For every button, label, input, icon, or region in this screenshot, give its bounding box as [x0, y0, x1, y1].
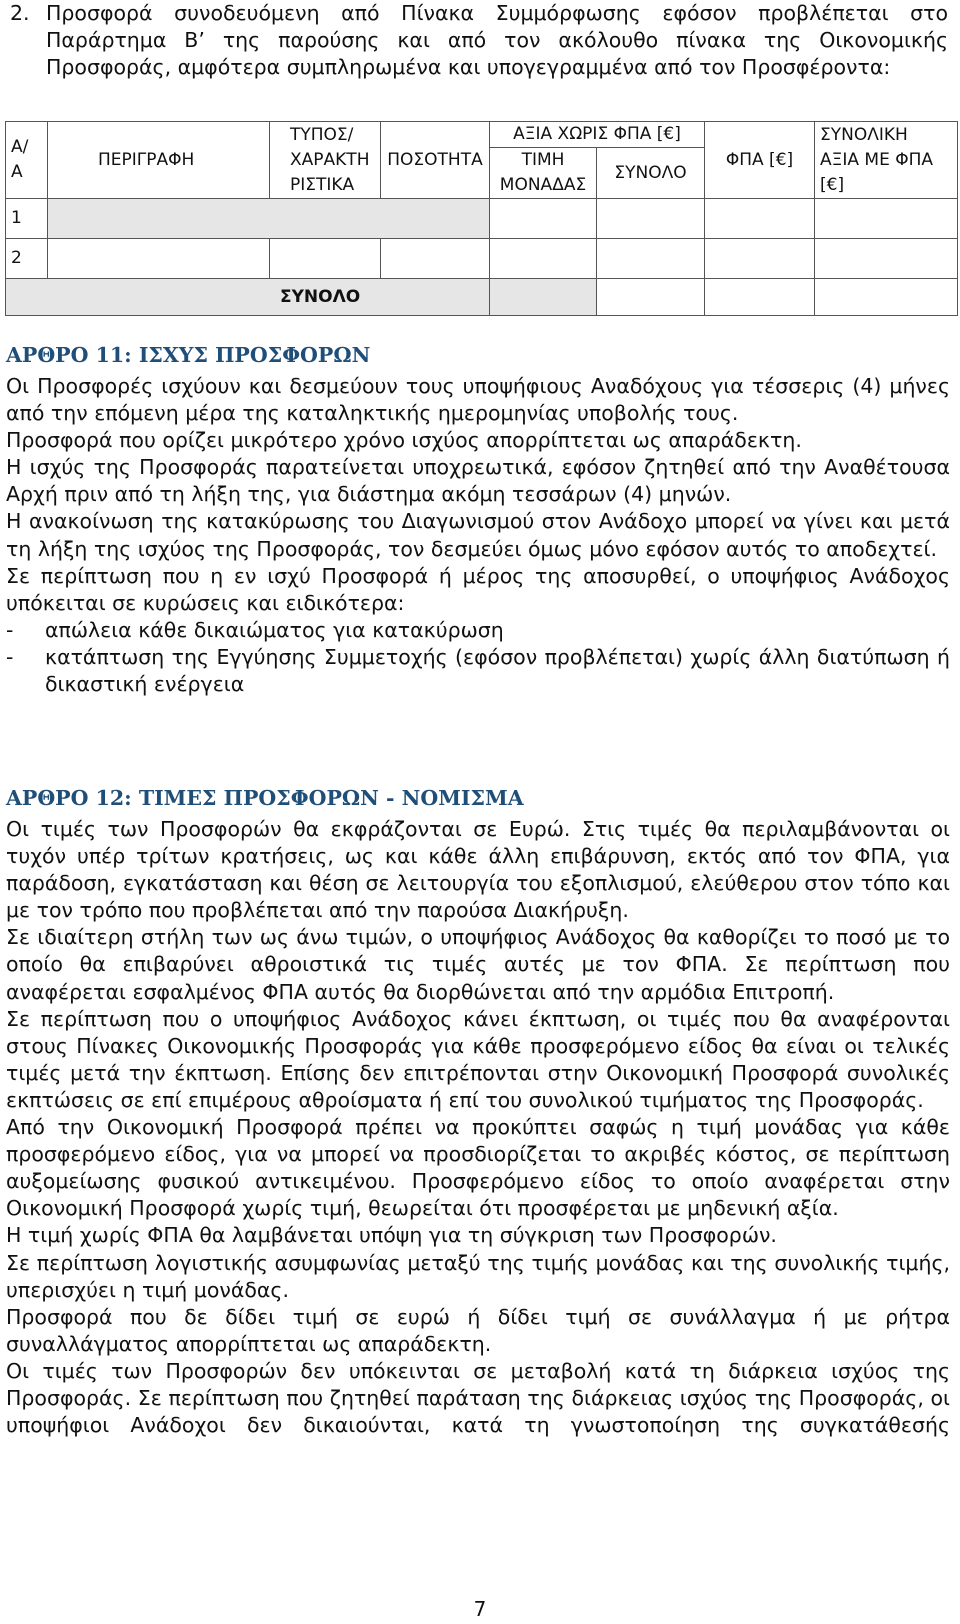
article-heading: ΑΡΘΡΟ 11: ΙΣΧΥΣ ΠΡΟΣΦΟΡΩΝ [6, 343, 371, 367]
cell [597, 239, 705, 279]
cell [48, 239, 270, 279]
paragraph: Προσφορά που δε δίδει τιμή σε ευρώ ή δίδει τιμή σε συνάλλαγμα ή με ρήτρα συναλλάγματος απορρίπτεται ως απαράδεκτη. [6, 1304, 950, 1356]
page-number: 7 [473, 1597, 487, 1621]
paragraph: Η τιμή χωρίς ΦΠΑ θα λαμβάνεται υπόψη για τη σύγκριση των Προσφορών. [6, 1223, 777, 1248]
paragraph: Οι τιμές των Προσφορών θα εκφράζονται σε Ευρώ. Στις τιμές θα περιλαμβάνονται οι τυχόν υπέρ τρίτων κρατήσεις, ως και κάθε άλλη επιβάρυνση, εκτός από τον ΦΠΑ, για παράδοση, εγκατάσταση και θέση σε λειτουργία του εξοπλισμού, ελεύθερου στον τόπο και με τον τρόπο που προβλέπεται από την παρούσα Διακήρυξη. [6, 817, 950, 923]
financial-offer-table [5, 121, 958, 316]
cell [490, 199, 597, 239]
paragraph: Οι τιμές των Προσφορών δεν υπόκεινται σε μεταβολή κατά τη διάρκεια ισχύος της Προσφοράς. Σε περίπτωση που ζητηθεί παράταση της διάρκειας ισχύος της Προσφοράς, οι υποψήφιοι Ανάδοχοι δεν δικαιούνται, κατά τη γνωστοποίηση της συγκατάθεσής [6, 1358, 950, 1438]
header-type: ΤΥΠΟΣ/ ΧΑΡΑΚΤΗ ΡΙΣΤΙΚΑ [270, 122, 381, 199]
cell [815, 199, 958, 239]
gray-cell [48, 199, 490, 239]
bullet-dash: - [6, 617, 14, 642]
header-unit-price: ΤΙΜΗ ΜΟΝΑΔΑΣ [490, 148, 597, 199]
paragraph: Από την Οικονομική Προσφορά πρέπει να προκύπτει σαφώς η τιμή μονάδας για κάθε προσφερόμενο είδος, για να μπορεί να προσδιορίζεται το ακριβές κόστος, σε περίπτωση αυξομείωσης φυσικού αντικειμένου. Προσφερόμενο είδος το οποίο αναφέρεται στην Οικονομική Προσφορά χωρίς τιμή, θεωρείται ότι προσφέρεται με μηδενική αξία. [6, 1115, 950, 1221]
cell [490, 239, 597, 279]
paragraph: Η ισχύς της Προσφοράς παρατείνεται υποχρεωτικά, εφόσον ζητηθεί από την Αναθέτουσα Αρχή πριν από τη λήξη της, για διάστημα ακόμη τεσσάρων (4) μηνών. [6, 455, 950, 507]
cell [705, 199, 815, 239]
bullet-dash: - [6, 644, 14, 669]
header-description: ΠΕΡΙΓΡΑΦΗ [48, 122, 270, 199]
header-quantity: ΠΟΣΟΤΗΤΑ [381, 122, 490, 199]
header-total: ΣΥΝΟΛΟ [597, 148, 705, 199]
paragraph: Η ανακοίνωση της κατακύρωσης του Διαγωνισμού στον Ανάδοχο μπορεί να γίνει και μετά τη λήξη της ισχύος της Προσφοράς, τον δεσμεύει όμως μόνο εφόσον αυτός το αποδεχτεί. [6, 509, 950, 561]
table-sum-row [6, 279, 958, 316]
sum-label: ΣΥΝΟΛΟ [6, 279, 490, 316]
cell [705, 279, 815, 316]
paragraph: Οι Προσφορές ισχύουν και δεσμεύουν τους υποψήφιους Αναδόχους για τέσσερις (4) μήνες από την επόμενη μέρα της καταληκτικής ημερομηνίας υποβολής τους. [6, 374, 950, 426]
table-row [6, 199, 958, 239]
bullet-text: κατάπτωση της Εγγύησης Συμμετοχής (εφόσον προβλέπεται) χωρίς άλλη διατύπωση ή δικαστική ενέργεια [45, 644, 950, 697]
cell [815, 239, 958, 279]
bullet-item [6, 644, 950, 698]
gray-cell [490, 279, 597, 316]
row-number: 2 [6, 239, 48, 279]
header-total-with-vat: ΣΥΝΟΛΙΚΗ ΑΞΙΑ ΜΕ ΦΠΑ [€] [815, 122, 958, 199]
article-heading: ΑΡΘΡΟ 12: ΤΙΜΕΣ ΠΡΟΣΦΟΡΩΝ - ΝΟΜΙΣΜΑ [6, 786, 524, 810]
cell [597, 199, 705, 239]
cell [705, 239, 815, 279]
table-row [6, 239, 958, 279]
header-vat: ΦΠΑ [€] [705, 122, 815, 199]
cell [381, 239, 490, 279]
list-number: 2. [10, 1, 30, 25]
article-12 [6, 784, 950, 1439]
paragraph: Σε περίπτωση που ο υποψήφιος Ανάδοχος κάνει έκπτωση, οι τιμές που θα αναφέρονται στους Πίνακες Οικονομικής Προσφοράς για κάθε προσφερόμενο είδος θα είναι οι τελικές τιμές μετά την έκπτωση. Επίσης δεν επιτρέπονται στην Οικονομική Προσφορά συνολικές εκπτώσεις σε επί επιμέρους αθροίσματα ή επί του συνολικού τιμήματος της Προσφοράς. [6, 1006, 950, 1112]
paragraph: Σε περίπτωση λογιστικής ασυμφωνίας μεταξύ της τιμής μονάδας και της συνολικής τιμής, υπερισχύει η τιμή μονάδας. [6, 1250, 950, 1302]
article-11 [6, 341, 950, 698]
cell [270, 239, 381, 279]
paragraph: Σε ιδιαίτερη στήλη των ως άνω τιμών, ο υποψήφιος Ανάδοχος θα καθορίζει το ποσό με το οποίο θα επιβαρύνει αθροιστικά τις τιμές αυτές με τον ΦΠΑ. Σε περίπτωση που αναφέρεται εσφαλμένος ΦΠΑ αυτός θα διορθώνεται από την αρμόδια Επιτροπή. [6, 925, 950, 1004]
list-item-2 [10, 0, 948, 81]
bullet-item [6, 617, 950, 644]
row-number: 1 [6, 199, 48, 239]
cell [815, 279, 958, 316]
header-aa: Α/ Α [6, 122, 48, 199]
cell [597, 279, 705, 316]
paragraph: Σε περίπτωση που η εν ισχύ Προσφορά ή μέρος της αποσυρθεί, ο υποψήφιος Ανάδοχος υπόκειται σε κυρώσεις και ειδικότερα: [6, 563, 950, 615]
bullet-text: απώλεια κάθε δικαιώματος για κατακύρωση [45, 617, 504, 642]
list-item-text: Προσφορά συνοδευόμενη από Πίνακα Συμμόρφωσης εφόσον προβλέπεται στο Παράρτημα Β’ της παρούσης και από τον ακόλουθο πίνακα της Οικονομικής Προσφοράς, αμφότερα συμπληρωμένα και υπογεγραμμένα από τον Προσφέροντα: [46, 1, 948, 79]
paragraph: Προσφορά που ορίζει μικρότερο χρόνο ισχύος απορρίπτεται ως απαράδεκτη. [6, 428, 802, 453]
header-value-without-vat: ΑΞΙΑ ΧΩΡΙΣ ΦΠΑ [€] [490, 122, 705, 148]
